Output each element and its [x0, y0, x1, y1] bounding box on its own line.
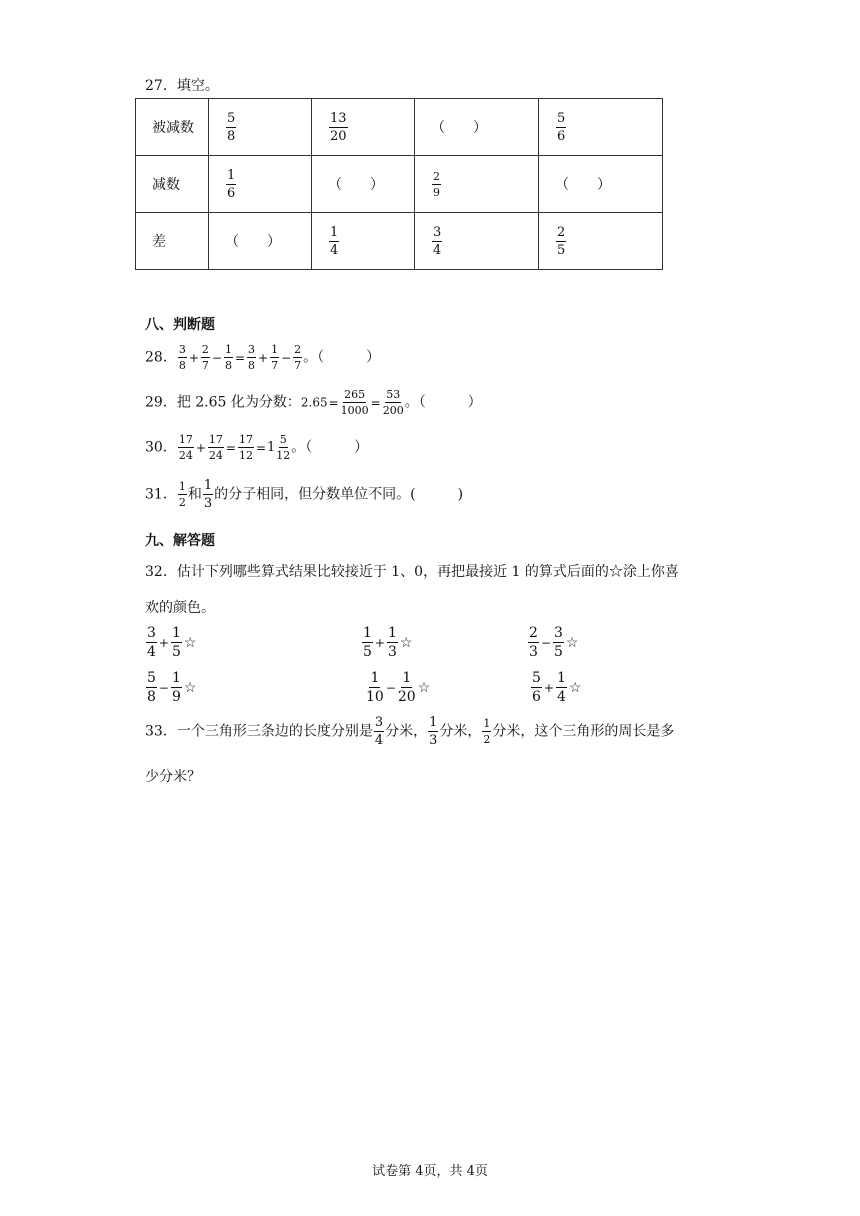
- question-32-line2: 欢的颜色。: [145, 600, 215, 616]
- blank-paren[interactable]: （ ）: [415, 99, 539, 156]
- blank-paren[interactable]: （ ）: [209, 213, 312, 270]
- question-33-line2: 少分米？: [145, 769, 201, 785]
- expression: $\frac{3}{4}$ + $\frac{1}{5}$ ☆: [147, 625, 197, 660]
- star-icon[interactable]: ☆: [399, 634, 413, 651]
- question-33-line1: 33．一个三角形三条边的长度分别是 $\frac{3}{4}$ 分米， $\frac{1}{3}$ 分米， $\frac{1}{2}$ 分米，这个三角形的周长是多: [145, 715, 675, 748]
- row-label: 减数: [136, 156, 209, 213]
- page-footer: 试卷第 4页，共 4页: [372, 1164, 488, 1179]
- blank-paren[interactable]: （ ）: [539, 156, 663, 213]
- expression: $\frac{5}{6}$ + $\frac{1}{4}$ ☆: [532, 670, 582, 705]
- section-heading: 九、解答题: [145, 533, 215, 549]
- star-icon[interactable]: ☆: [183, 634, 197, 651]
- star-icon[interactable]: ☆: [417, 679, 431, 696]
- star-icon[interactable]: ☆: [183, 679, 197, 696]
- answer-paren[interactable]: 。（ ）: [291, 439, 369, 456]
- expression: $\frac{2}{3}$ − $\frac{3}{5}$ ☆: [529, 625, 579, 660]
- question-32-line1: 32．估计下列哪些算式结果比较接近于 1、0，再把最接近 1 的算式后面的☆涂上你喜: [145, 564, 679, 580]
- table-row: [136, 99, 663, 156]
- expression: $\frac{1}{5}$ + $\frac{1}{3}$ ☆: [363, 625, 413, 660]
- question-29: 29．把 2.65 化为分数：2.65= $\frac{265}{1000}$ = $\frac{53}{200}$ 。（ ）: [145, 388, 482, 417]
- row-label: 被减数: [136, 99, 209, 156]
- question-28: 28． $\frac{3}{8}$ + $\frac{2}{7}$ − $\frac{1}{8}$ = $\frac{3}{8}$ + $\frac{1}{7}$ − $\frac{2}{7}$ 。（ ）: [145, 343, 381, 372]
- table-row: [136, 213, 663, 270]
- row-label: 差: [136, 213, 209, 270]
- section-heading: 八、判断题: [145, 317, 215, 333]
- question-30: 30． $\frac{17}{24}$ + $\frac{17}{24}$ = $\frac{17}{12}$ = 1 $\frac{5}{12}$ 。（ ）: [145, 433, 369, 462]
- fraction: $\frac{3}{4}$: [433, 224, 442, 258]
- star-icon[interactable]: ☆: [568, 679, 582, 696]
- blank-paren[interactable]: （ ）: [312, 156, 415, 213]
- question-31: 31． $\frac{1}{2}$ 和 $\frac{1}{3}$ 的分子相同，但分数单位不同。( ): [145, 478, 464, 511]
- fraction: $\frac{2}{5}$: [557, 224, 566, 258]
- fraction: $\frac{2}{9}$: [433, 169, 440, 199]
- fraction: $\frac{1}{6}$: [227, 167, 236, 201]
- answer-paren[interactable]: 的分子相同，但分数单位不同。( ): [214, 486, 464, 503]
- table-row: [136, 156, 663, 213]
- expression: $\frac{5}{8}$ − $\frac{1}{9}$ ☆: [147, 670, 197, 705]
- fraction: $\frac{13}{20}$: [330, 110, 347, 144]
- q27-title: 27．填空。: [145, 78, 219, 94]
- expression: $\frac{1}{10}$ − $\frac{1}{20}$ ☆: [366, 670, 431, 705]
- star-icon[interactable]: ☆: [565, 634, 579, 651]
- answer-paren[interactable]: 。（ ）: [404, 394, 482, 411]
- fraction: $\frac{1}{4}$: [330, 224, 339, 258]
- q27-table: [135, 98, 663, 270]
- answer-paren[interactable]: 。（ ）: [303, 349, 381, 366]
- fraction: $\frac{5}{6}$: [557, 110, 566, 144]
- fraction: $\frac{5}{8}$: [227, 110, 236, 144]
